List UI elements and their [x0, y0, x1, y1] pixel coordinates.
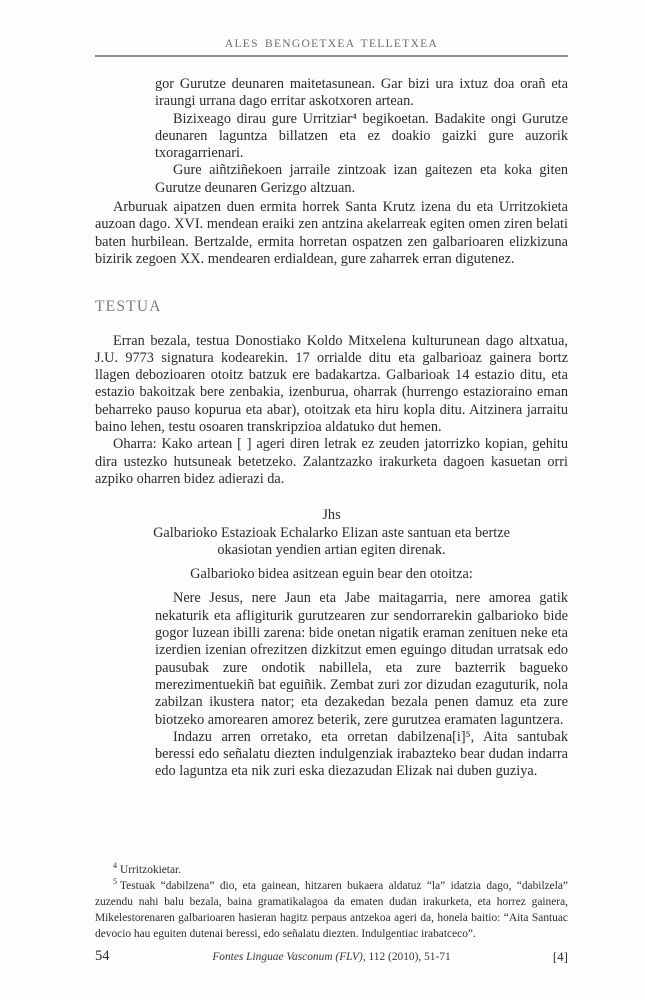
body-paragraph: Oharra: Kako artean [ ] ageri diren letrak ez zeuden jatorrizko kopian, gehitu dira ustezko hutsuneak betetzeko. Zalantzazko irakurketa dagoen kasuetan orri azpiko oharren bidez adierazi da.: [95, 436, 568, 487]
prayer-paragraph: Indazu arren orretako, eta orretan dabilzena[i]⁵, Aita santubak beressi edo señalatu diezten indulgenziak irabazteko bear dudan indarra edo laguntza eta nik zuri eska diezazudan Elizak nai duben guziya.: [155, 728, 568, 780]
centered-subtitle: Galbarioko bidea asitzean eguin bear den otoitza:: [190, 566, 473, 583]
quote-paragraph: Bizixeago dirau gure Urritziar⁴ begikoetan. Badakite ongi Gurutze deunaren laguntza billatzen eta ez doakio gaizki gure auzorik txoragarrienari.: [155, 110, 568, 162]
main-text-column: [95, 76, 568, 781]
body-paragraph: Arburuak aipatzen duen ermita horrek Santa Krutz izena du eta Urritzokieta auzoan dago. XVI. mendean eraiki zen antzina akelarreak egiten omen ziren belati baten hurbilean. Bertzalde, ermita horretan ospatzen zen galbarioaren elizkizuna bizirik zegoen XX. mendearen erdialdean, gure zaharrek erran digutenez.: [95, 199, 568, 267]
header-rule: [95, 55, 568, 57]
jhs-monogram: Jhs: [322, 507, 341, 524]
centered-heading-block: [95, 507, 568, 583]
issue-marker: [4]: [552, 949, 568, 964]
footer-citation: [95, 951, 568, 963]
body-paragraph: Erran bezala, testua Donostiako Koldo Mitxelena kulturunean dago altxatua, J.U. 9773 signatura kodearekin. 17 orrialde ditu eta galbarioaz gainera bortz llagen debozioaren otoitz batzuk ere badakartza. Galbarioak 14 estazio ditu, eta estazio bakoitzak bere zenbakia, izenburua, oharrak (hurrengo estazioraino eman beharreko pauso kopurua eta abar), otoitzak eta hiru kopla ditu. Aitzinera jarraitu baino lehen, testu osoaren transkripzioa aldatuko dut hemen.: [95, 332, 568, 436]
quote-paragraph: Gure aiñtziñekoen jarraile zintzoak izan gaitezen eta koka giten Gurutze deunaren Gerizgo altzuan.: [155, 162, 568, 196]
running-header: [95, 38, 568, 57]
footnote-text: Testuak “dabilzena” dio, eta gainean, hitzaren bukaera aldatuz “la” idatzia dago, “dabilzela” zuzendu nahi balu bezala, baina gramatikalagoa da ematen dudan irakurketa, eta horrez gainera, Mikelestorenaren galbarioaren hasieran hagitz perpaus antzekoa ageri da, honela baitio: “Aita Santuac devocio hau eguiten dutenai beressi, edo señalatu diezten. Indulgentiac irabatceco”.: [95, 880, 568, 940]
centered-title: Galbarioko Estazioak Echalarko Elizan aste santuan eta bertze okasiotan yendien artian egiten direnak.: [153, 524, 510, 558]
footnote-marker: 4: [113, 861, 117, 871]
footnote: [95, 862, 568, 878]
page-number: 54: [95, 948, 110, 964]
prayer-paragraph: Nere Jesus, nere Jaun eta Jabe maitagarria, nere amorea gatik nekaturik eta afligiturik gurutzearen zur sendorrarekin galbarioko bide gogor luzean ibilli zarena: bide onetan nigatik eraman zenituen neke eta izerdien izenian ofrezitzen dizkitzut emen eguingo ditudan urratsak edo pausubak zure ondotik nabillela, eta zure bazterrik bagueko merezimentuekiñ bat eguiñik. Zembat zuri zor dizudan ezaguturik, nola zabilzan ikustera nator; eta dezakedan bezala penen damuz eta zure biotzeko amorearen amorez beterik, zere gurutzea eramaten laguntzera.: [155, 590, 568, 728]
prayer-text-block: [155, 590, 568, 780]
section-heading: TESTUA: [95, 298, 162, 316]
footnote: [95, 878, 568, 942]
footnote-marker: 5: [113, 877, 117, 887]
footnote-text: Urritzokietar.: [120, 864, 182, 876]
quote-paragraph-continuation: gor Gurutze deunaren maitetasunean. Gar bizi ura ixtuz doa orañ eta iraungi urrana dago erritar askotxoren artean.: [155, 76, 568, 110]
quoted-text-block: [155, 76, 568, 197]
footnotes-block: [95, 862, 568, 942]
footer-citation-issue: 112 (2010), 51-71: [365, 951, 451, 963]
footer-citation-journal: Fontes Linguae Vasconum (FLV),: [212, 951, 366, 963]
running-header-text: ALES BENGOETXEA TELLETXEA: [224, 38, 439, 50]
page-footer: [95, 948, 568, 968]
